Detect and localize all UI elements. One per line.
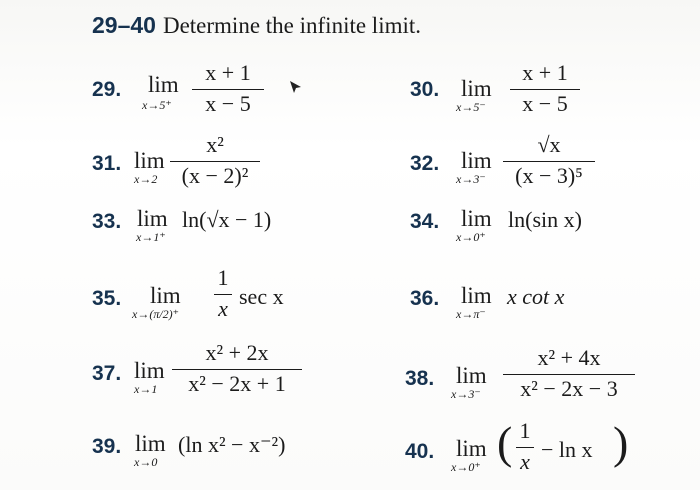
fraction-bar xyxy=(172,369,302,370)
denominator: (x − 2)² xyxy=(181,163,249,188)
limit-expression: (ln x² − x⁻²) xyxy=(178,432,286,457)
limit-subscript: x→1 xyxy=(134,382,158,396)
limit-subscript: x→5⁻ xyxy=(456,100,486,114)
left-paren: ( xyxy=(497,417,513,468)
limit-expression: ln(√x − 1) xyxy=(182,207,272,232)
limit-subscript: x→1⁺ xyxy=(136,230,166,244)
problem-number: 39. xyxy=(92,435,122,458)
lim-operator: lim xyxy=(461,206,492,231)
problem-number: 38. xyxy=(405,367,435,390)
numerator: x² + 2x xyxy=(205,340,269,365)
fraction xyxy=(170,132,260,194)
fraction-bar xyxy=(192,89,264,90)
limit-subscript: x→2 xyxy=(134,172,158,186)
fraction xyxy=(503,345,635,407)
lim-operator: lim xyxy=(461,283,492,308)
lim-operator: lim xyxy=(148,72,179,97)
exercise-heading xyxy=(92,12,421,39)
trailing-expression: − ln x xyxy=(541,437,593,462)
fraction xyxy=(214,265,232,327)
lim-operator: lim xyxy=(456,363,487,388)
numerator: √x xyxy=(537,132,561,157)
lim-operator: lim xyxy=(134,358,165,383)
right-paren: ) xyxy=(613,417,629,468)
numerator: 1 xyxy=(217,265,229,290)
limit-subscript: x→0⁺ xyxy=(451,460,481,474)
problem-number: 29. xyxy=(92,78,122,101)
problem-number: 33. xyxy=(92,210,122,233)
exercise-title: Determine the infinite limit. xyxy=(162,13,422,38)
fraction-bar xyxy=(214,294,232,295)
denominator: x xyxy=(218,296,228,321)
limit-expression: ln(sin x) xyxy=(508,207,582,232)
lim-operator: lim xyxy=(134,148,165,173)
lim-operator: lim xyxy=(137,206,168,231)
limit-subscript: x→3⁻ xyxy=(456,172,486,186)
problem-number: 37. xyxy=(92,362,122,385)
numerator: x + 1 xyxy=(205,60,251,85)
limit-subscript: x→0⁺ xyxy=(456,230,486,244)
denominator: x − 5 xyxy=(205,91,251,116)
lim-operator: lim xyxy=(456,436,487,461)
limit-subscript: x→5⁺ xyxy=(142,98,172,112)
fraction xyxy=(192,60,264,120)
fraction-bar xyxy=(503,374,635,375)
denominator: (x − 3)⁵ xyxy=(515,163,583,188)
problem-number: 30. xyxy=(410,78,440,101)
denominator: x² − 2x + 1 xyxy=(188,371,286,396)
fraction xyxy=(510,60,580,120)
denominator: x xyxy=(520,449,530,474)
exercise-range: 29–40 xyxy=(92,12,156,38)
limit-subscript: x→0 xyxy=(134,455,158,469)
problem-number: 31. xyxy=(92,152,122,175)
problem-number: 40. xyxy=(405,440,435,463)
trailing-expression: sec x xyxy=(239,284,284,309)
problem-number: 36. xyxy=(410,287,440,310)
fraction xyxy=(503,132,595,194)
fraction-bar xyxy=(510,89,580,90)
fraction-bar xyxy=(503,161,595,162)
mouse-pointer-icon xyxy=(289,80,303,94)
problem-number: 34. xyxy=(410,210,440,233)
fraction xyxy=(172,340,302,402)
denominator: x − 5 xyxy=(522,91,568,116)
numerator: x² + 4x xyxy=(537,345,601,370)
fraction xyxy=(516,418,534,480)
problem-number: 35. xyxy=(92,287,122,310)
fraction-bar xyxy=(516,447,534,448)
numerator: 1 xyxy=(519,418,531,443)
lim-operator: lim xyxy=(461,76,492,101)
limit-expression: x cot x xyxy=(507,284,565,309)
numerator: x + 1 xyxy=(522,60,568,85)
denominator: x² − 2x − 3 xyxy=(520,376,618,401)
limit-subscript: x→3⁻ xyxy=(451,387,481,401)
lim-operator: lim xyxy=(461,148,492,173)
limit-subscript: x→(π/2)⁺ xyxy=(132,307,179,321)
lim-operator: lim xyxy=(150,283,181,308)
problem-number: 32. xyxy=(410,152,440,175)
limit-subscript: x→π⁻ xyxy=(456,307,486,321)
numerator: x² xyxy=(206,132,224,157)
lim-operator: lim xyxy=(135,431,166,456)
fraction-bar xyxy=(170,161,260,162)
